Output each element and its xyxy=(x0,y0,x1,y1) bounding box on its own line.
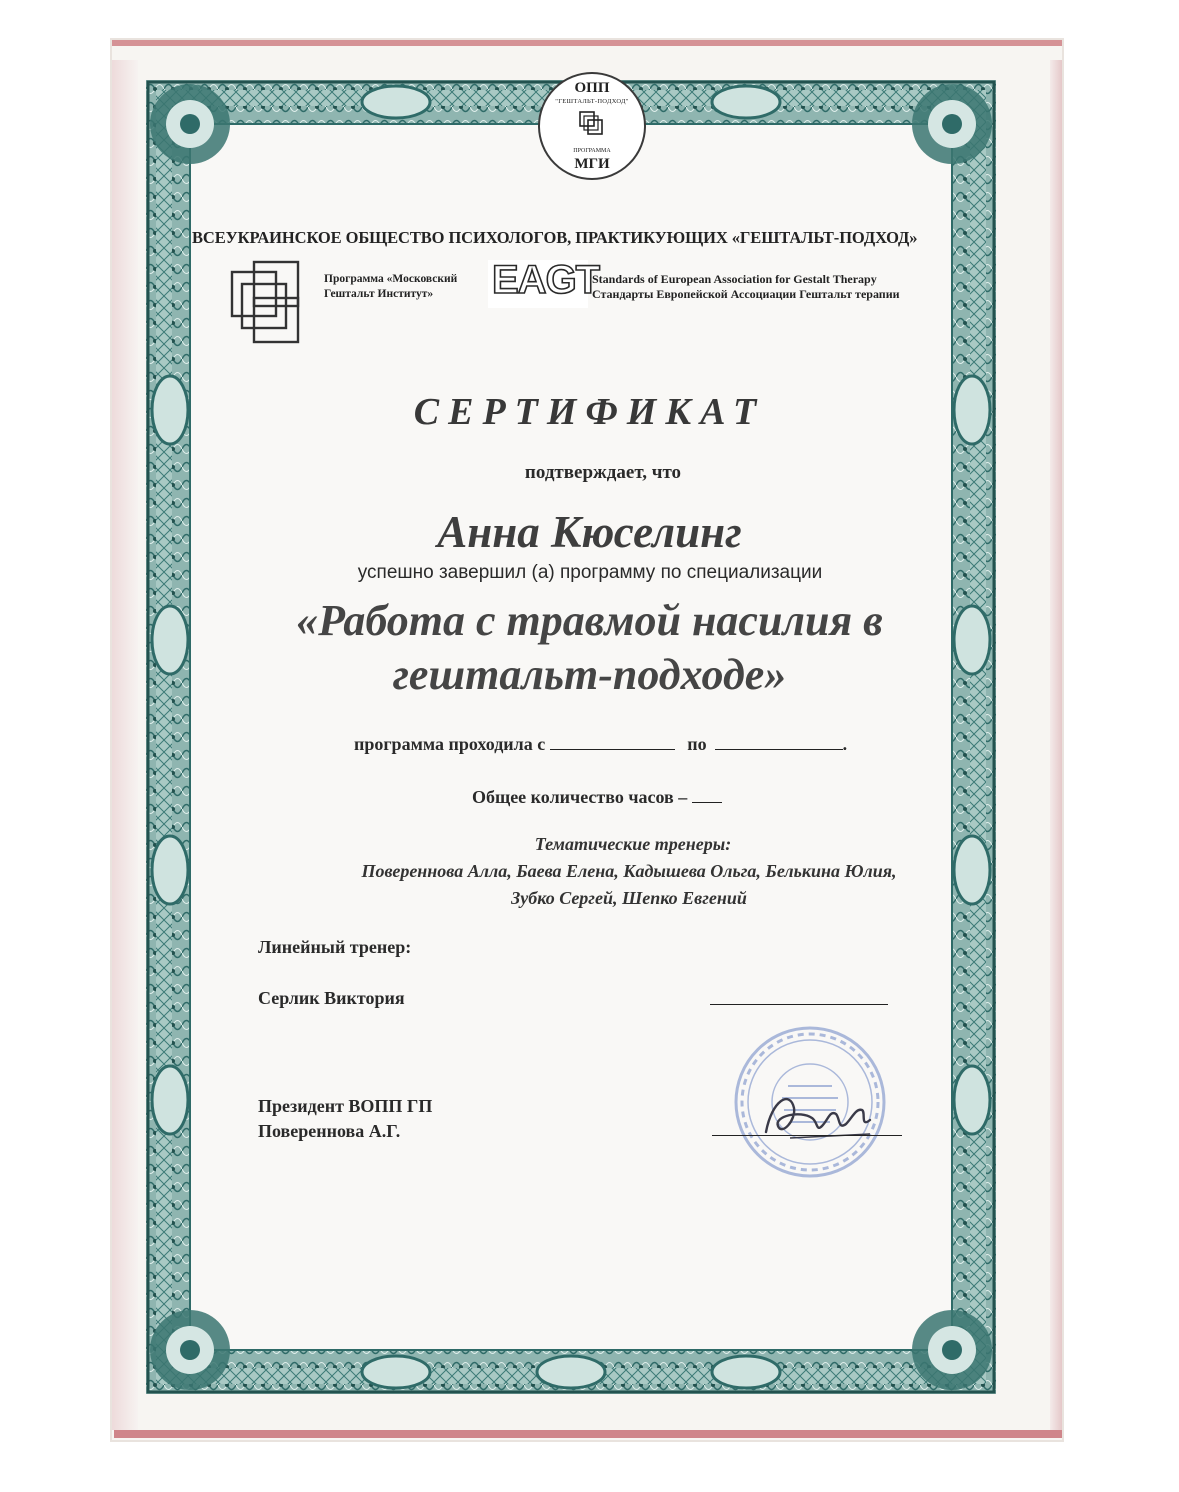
mgi-line-2: Гештальт Институт» xyxy=(324,288,434,300)
eagt-logo xyxy=(488,258,600,308)
linear-trainer-label: Линейный тренер: xyxy=(258,937,412,957)
program-title-line-2: гештальт-подходе» xyxy=(392,650,787,699)
seal-line-1: ОПП xyxy=(574,80,610,96)
linear-trainer-name: Серлик Виктория xyxy=(258,988,405,1008)
standards-label xyxy=(592,272,900,302)
eagt-logo-text: EAGT xyxy=(492,258,600,302)
mgi-squares-icon xyxy=(578,110,604,136)
president-signature-line xyxy=(712,1135,902,1136)
hours-blank xyxy=(692,786,722,803)
period-end-blank xyxy=(715,733,843,750)
trainer-signature-line xyxy=(710,1004,888,1005)
mgi-logo-icon xyxy=(228,258,304,346)
completed-text: успешно завершил (а) программу по специализации xyxy=(357,562,823,583)
period-to: по xyxy=(687,734,707,754)
standards-ru: Стандарты Европейской Ассоциации Гештальт терапии xyxy=(592,287,900,301)
total-hours xyxy=(472,786,722,808)
trainers-list xyxy=(0,858,1179,912)
seal-line-3: ПРОГРАММА xyxy=(573,148,611,154)
program-period xyxy=(354,733,847,755)
period-end: . xyxy=(842,734,848,754)
paper-edge-left xyxy=(112,60,138,1430)
organization-title: ВСЕУКРАИНСКОЕ ОБЩЕСТВО ПСИХОЛОГОВ, ПРАКТИКУЮЩИХ «ГЕШТАЛЬТ-ПОДХОД» xyxy=(192,228,918,247)
program-title-line-1: «Работа с травмой насилия в xyxy=(296,596,883,645)
period-prefix: программа проходила с xyxy=(354,734,546,754)
seal-line-4: МГИ xyxy=(574,156,610,172)
confirms-text: подтверждает, что xyxy=(524,462,682,483)
mgi-program-label xyxy=(324,272,499,302)
president-signature-icon xyxy=(760,1080,880,1150)
program-seal xyxy=(538,72,646,180)
president-title: Президент ВОПП ГП xyxy=(258,1096,433,1116)
paper-edge-top xyxy=(112,40,1062,46)
trainers-line-1: Повереннова Алла, Баева Елена, Кадышева Ольга, Белькина Юлия, xyxy=(361,861,897,881)
program-title xyxy=(0,594,1179,702)
certificate-title: СЕРТИФИКАТ xyxy=(413,391,766,433)
president-name: Повереннова А.Г. xyxy=(258,1121,401,1141)
standards-en: Standards of European Association for Gestalt Therapy xyxy=(592,272,877,286)
hours-label: Общее количество часов – xyxy=(472,787,688,807)
mgi-line-1: Программа «Московский xyxy=(324,273,458,285)
seal-line-2: "ГЕШТАЛЬТ-ПОДХОД" xyxy=(555,98,629,105)
trainers-line-2: Зубко Сергей, Шепко Евгений xyxy=(511,888,747,908)
president-block xyxy=(258,1094,432,1144)
trainers-heading: Тематические тренеры: xyxy=(534,834,732,854)
recipient-name: Анна Кюселинг xyxy=(437,507,742,557)
paper-edge-bottom xyxy=(114,1430,1062,1438)
paper-edge-right xyxy=(1050,60,1062,1430)
period-start-blank xyxy=(550,733,675,750)
